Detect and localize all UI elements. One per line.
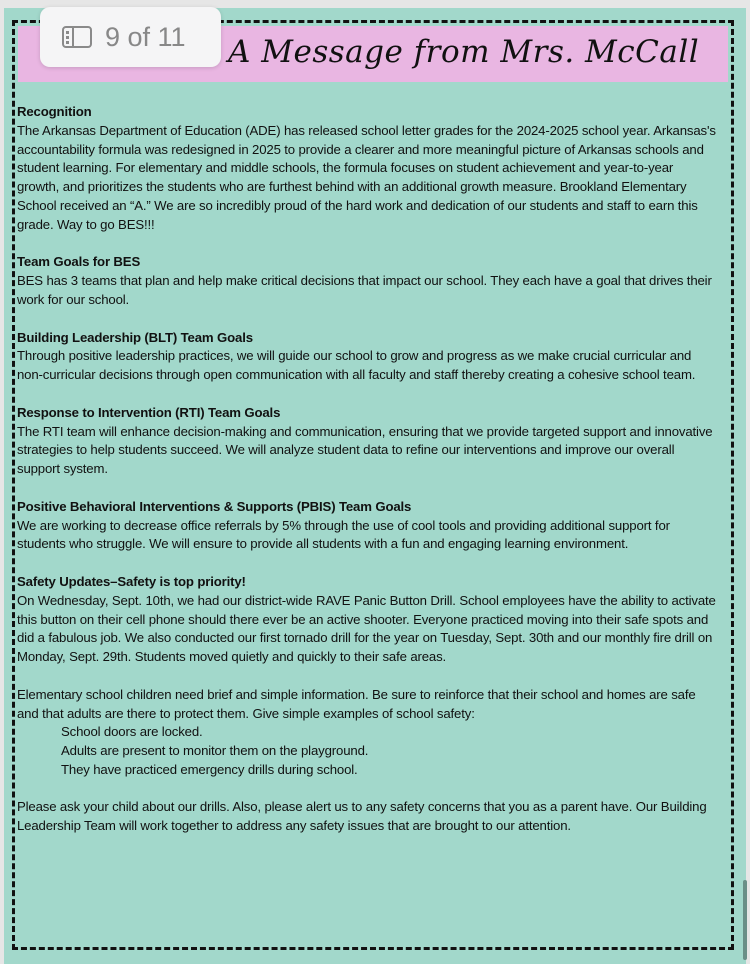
- section-heading: Recognition: [17, 104, 92, 119]
- section-blt-goals: [17, 329, 717, 385]
- section-body: We are working to decrease office referrals by 5% through the use of cool tools and providing additional support for students who struggle. We will ensure to provide all students with a fun and engaging learning environment.: [17, 517, 670, 552]
- safety-tip-item: They have practiced emergency drills during school.: [61, 761, 358, 777]
- closing-paragraph: Please ask your child about our drills. Also, please alert us to any safety concerns that you as a parent have. Our Building Leadership Team will work together to address any safety issues that are brought to our attention.: [17, 799, 707, 834]
- section-body: Through positive leadership practices, we will guide our school to grow and progress as we make crucial curricular and non-curricular decisions through open communication with all faculty and staff thereby creating a cohesive school team.: [17, 348, 696, 383]
- section-safety-tips: [17, 686, 717, 780]
- section-team-goals: [17, 253, 717, 309]
- section-safety-updates: [17, 573, 717, 667]
- newsletter-page: [4, 8, 746, 964]
- safety-tip-item: School doors are locked.: [61, 724, 203, 740]
- scrollbar[interactable]: [743, 880, 747, 960]
- page-indicator[interactable]: [40, 7, 221, 67]
- section-rti-goals: [17, 404, 717, 479]
- sidebar-icon[interactable]: [62, 26, 92, 48]
- safety-tip-item: Adults are present to monitor them on the playground.: [61, 743, 369, 759]
- section-body: The Arkansas Department of Education (ADE) has released school letter grades for the 2024-2025 school year. Arkansas's accountability formula was redesigned in 2025 to provide a clearer and more meaningful picture of Arkansas schools and student learning. For elementary and middle schools, the formula focuses on student achievement and year-to-year growth, and prioritizes the students who are furthest behind with an additional growth measure. Brookland Elementary School received an “A.” We are so incredibly proud of the hard work and dedication of our students and staff to earn this grade. Way to go BES!!!: [17, 122, 716, 232]
- page-count: 9 of 11: [105, 21, 186, 52]
- section-body: BES has 3 teams that plan and help make critical decisions that impact our school. They each have a goal that drives their work for our school.: [17, 273, 712, 307]
- section-heading: Response to Intervention (RTI) Team Goals: [17, 404, 281, 420]
- newsletter-content: [17, 103, 717, 855]
- section-heading: Positive Behavioral Interventions & Supports (PBIS) Team Goals: [17, 498, 412, 514]
- section-heading: Team Goals for BES: [17, 254, 141, 270]
- section-body: On Wednesday, Sept. 10th, we had our district-wide RAVE Panic Button Drill. School employees have the ability to activate this button on their cell phone should there ever be an active shooter. Everyone practiced moving into their safe spots and did a fabulous job. We also conducted our first tornado drill for the year on Tuesday, Sept. 30th and our monthly fire drill on Monday, Sept. 29th. Students moved quietly and quickly to their safe areas.: [17, 592, 716, 665]
- section-heading: Building Leadership (BLT) Team Goals: [17, 329, 253, 345]
- safety-tips-intro: Elementary school children need brief and simple information. Be sure to reinforce that their school and homes are safe and that adults are there to protect them. Give simple examples of school safety:: [17, 686, 696, 721]
- section-pbis-goals: [17, 498, 717, 554]
- page-title: A Message from Mrs. McCall: [228, 34, 700, 70]
- section-heading: Safety Updates–Safety is top priority!: [17, 573, 246, 589]
- section-recognition: [17, 103, 717, 235]
- section-body: The RTI team will enhance decision-making and communication, ensuring that we provide targeted support and innovative strategies to help students succeed. We will analyze student data to refine our interventions and improve our overall support system.: [17, 423, 713, 477]
